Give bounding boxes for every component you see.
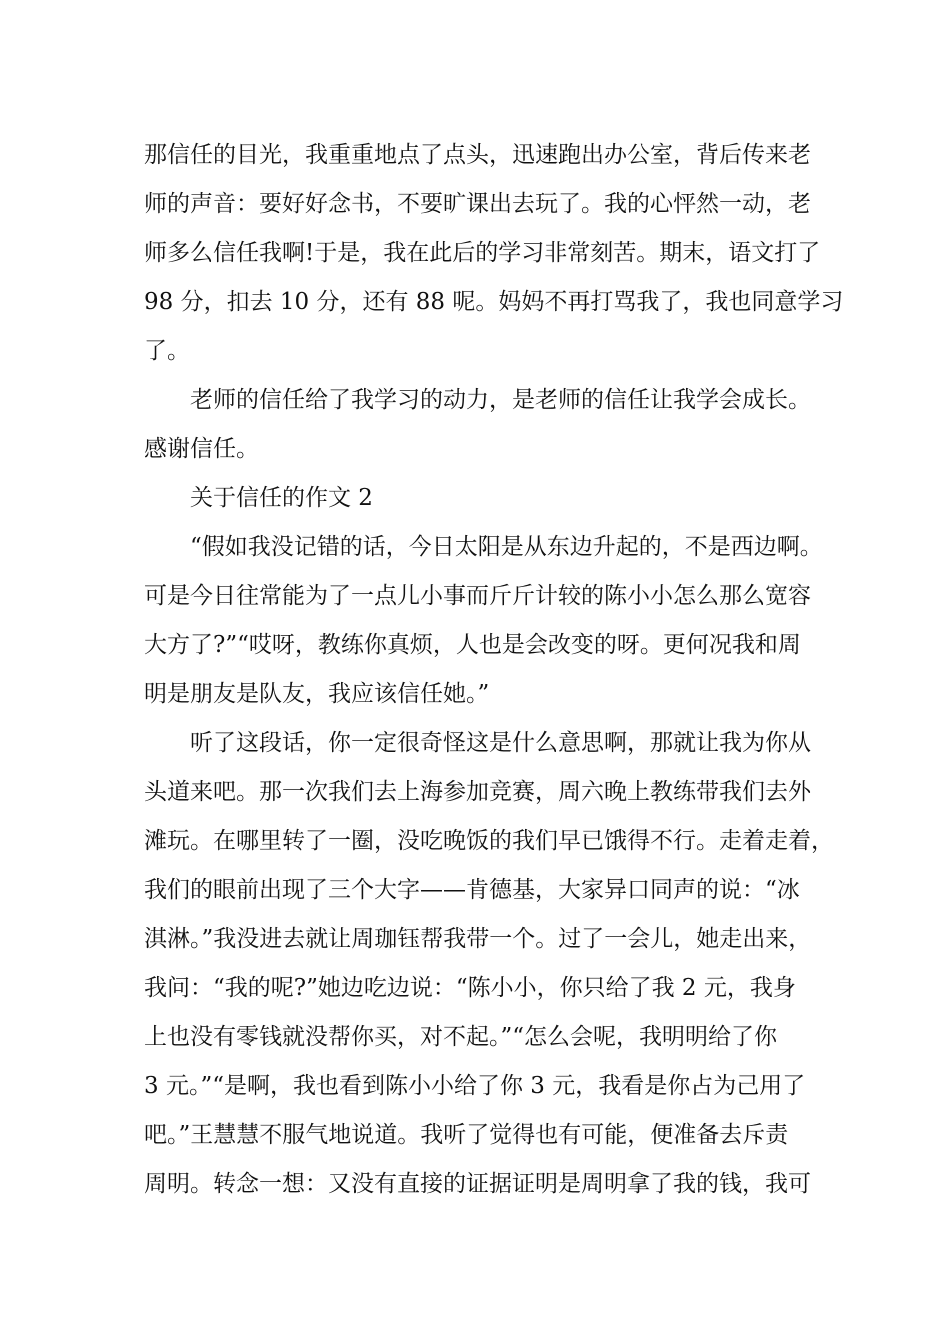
text-line: 大方了?”“哎呀，教练你真烦，人也是会改变的呀。更何况我和周 <box>144 632 801 658</box>
text-line: 那信任的目光，我重重地点了点头，迅速跑出办公室，背后传来老 <box>144 142 811 168</box>
text-line: 我们的眼前出现了三个大字——肯德基，大家异口同声的说：“冰 <box>144 877 800 903</box>
text-line: 老师的信任给了我学习的动力，是老师的信任让我学会成长。 <box>144 387 811 413</box>
text-line: 听了这段话，你一定很奇怪这是什么意思啊，那就让我为你从 <box>144 730 811 756</box>
text-line: 感谢信任。 <box>144 436 259 462</box>
document-body <box>144 131 844 1209</box>
text-line: 上也没有零钱就没帮你买，对不起。”“怎么会呢，我明明给了你 <box>144 1024 778 1050</box>
text-line: 98 分，扣去 10 分，还有 88 呢。妈妈不再打骂我了，我也同意学习 <box>144 289 844 315</box>
text-line: 明是朋友是队友，我应该信任她。” <box>144 681 490 707</box>
text-line: 周明。转念一想：又没有直接的证据证明是周明拿了我的钱，我可 <box>144 1171 811 1197</box>
text-line: 可是今日往常能为了一点儿小事而斤斤计较的陈小小怎么那么宽容 <box>144 583 811 609</box>
text-line: 头道来吧。那一次我们去上海参加竞赛，周六晚上教练带我们去外 <box>144 779 811 805</box>
text-line: 师的声音：要好好念书，不要旷课出去玩了。我的心怦然一动，老 <box>144 191 811 217</box>
text-line: 3 元。”“是啊，我也看到陈小小给了你 3 元，我看是你占为己用了 <box>144 1073 806 1099</box>
text-line: “假如我没记错的话，今日太阳是从东边升起的，不是西边啊。 <box>144 534 823 560</box>
text-line: 我问：“我的呢?”她边吃边说：“陈小小，你只给了我 2 元，我身 <box>144 975 796 1001</box>
text-line: 吧。”王慧慧不服气地说道。我听了觉得也有可能，便准备去斥责 <box>144 1122 789 1148</box>
text-line: 师多么信任我啊!于是，我在此后的学习非常刻苦。期末，语文打了 <box>144 240 821 266</box>
text-line: 滩玩。在哪里转了一圈，没吃晚饭的我们早已饿得不行。走着走着， <box>144 828 834 854</box>
text-line: 淇淋。”我没进去就让周珈钰帮我带一个。过了一会儿，她走出来， <box>144 926 812 952</box>
text-line: 了。 <box>144 338 190 364</box>
essay-heading: 关于信任的作文 2 <box>144 485 373 511</box>
